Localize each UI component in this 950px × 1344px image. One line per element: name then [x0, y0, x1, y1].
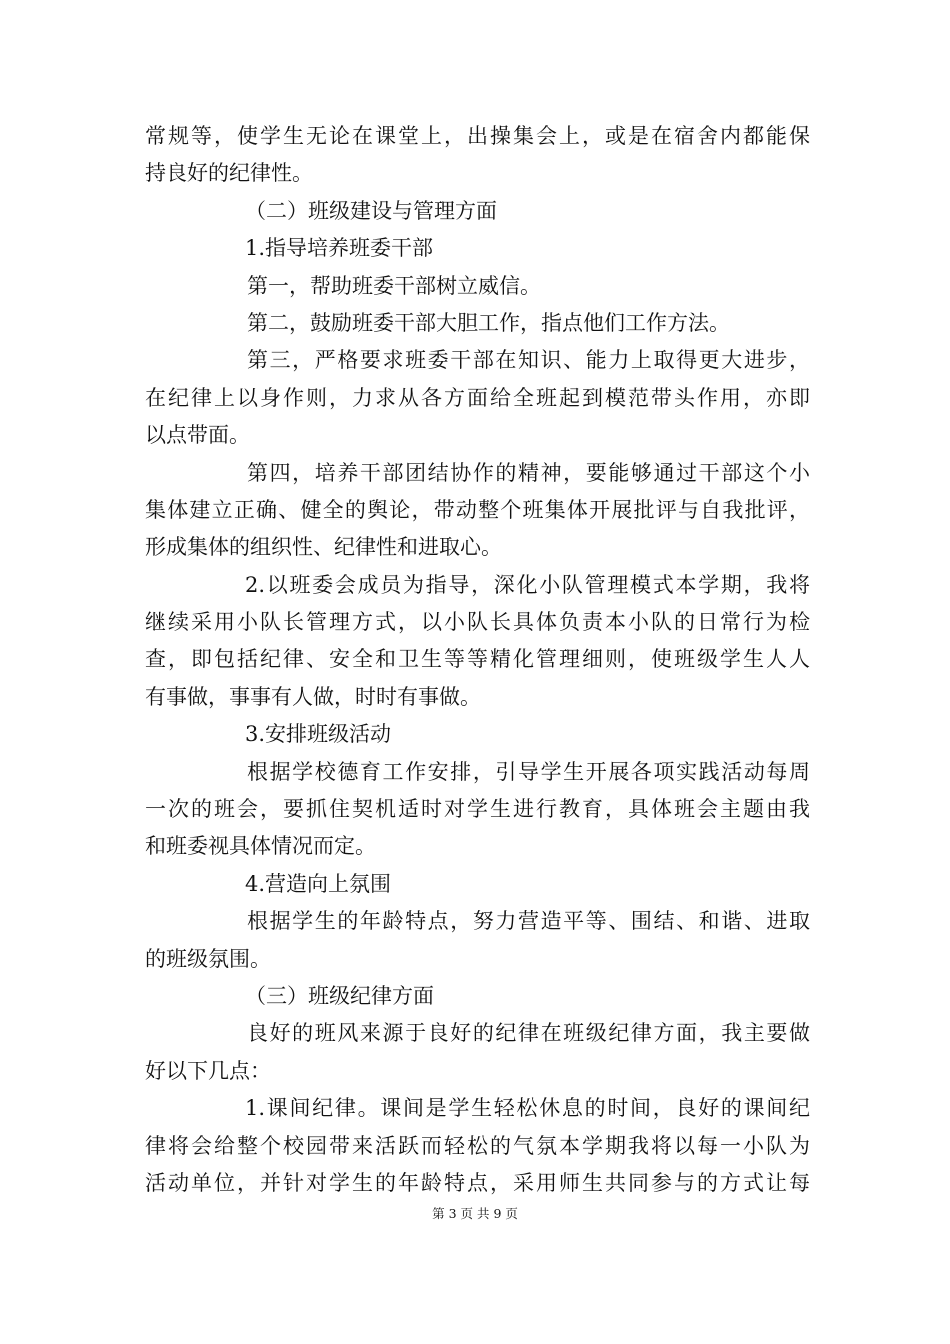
text-line: 活动单位，并针对学生的年龄特点，采用师生共同参与的方式让每: [145, 1170, 810, 1195]
subheading: 4.营造向上氛围: [245, 871, 392, 896]
text-line: 常规等，使学生无论在课堂上，出操集会上，或是在宿舍内都能保: [145, 124, 810, 148]
text-line: 一次的班会，要抓住契机适时对学生进行教育，具体班会主题由我: [145, 797, 810, 822]
text-line: 第三，严格要求班委干部在知识、能力上取得更大进步，: [247, 348, 810, 373]
text-line: 良好的班风来源于良好的纪律在班级纪律方面，我主要做: [247, 1021, 810, 1046]
text-line: 有事做，事事有人做，时时有事做。: [145, 684, 481, 709]
text-line: 根据学生的年龄特点，努力营造平等、围结、和谐、进取: [247, 909, 810, 934]
text-line: 查，即包括纪律、安全和卫生等等精化管理细则，使班级学生人人: [145, 647, 810, 672]
text-line: 第一，帮助班委干部树立威信。: [247, 273, 541, 298]
text-line: 继续采用小队长管理方式，以小队长具体负责本小队的日常行为检: [145, 610, 810, 635]
subheading: 3.安排班级活动: [245, 722, 392, 747]
section-heading: （三）班级纪律方面: [245, 983, 434, 1008]
text-line: 持良好的纪律性。: [145, 161, 313, 186]
page-number: 第 3 页 共 9 页: [432, 1206, 518, 1221]
text-line: 和班委视具体情况而定。: [145, 834, 376, 859]
text-line: 根据学校德育工作安排，引导学生开展各项实践活动每周: [247, 759, 810, 784]
text-line: 第二，鼓励班委干部大胆工作，指点他们工作方法。: [247, 310, 730, 335]
text-line: 1.课间纪律。课间是学生轻松休息的时间，良好的课间纪: [245, 1096, 810, 1121]
text-line: 的班级氛围。: [145, 946, 271, 971]
text-line: 集体建立正确、健全的舆论，带动整个班集体开展批评与自我批评，: [145, 497, 810, 522]
text-line: 第四，培养干部团结协作的精神，要能够通过干部这个小: [247, 460, 810, 485]
subheading: 1.指导培养班委干部: [245, 236, 434, 261]
text-line: 以点带面。: [145, 423, 250, 448]
text-line: 2.以班委会成员为指导，深化小队管理模式本学期，我将: [245, 572, 810, 597]
body-text: [145, 118, 810, 1202]
text-line: 律将会给整个校园带来活跃而轻松的气氛本学期我将以每一小队为: [145, 1133, 810, 1158]
text-line: 形成集体的组织性、纪律性和进取心。: [145, 535, 502, 560]
section-heading: （二）班级建设与管理方面: [245, 198, 497, 223]
text-line: 在纪律上以身作则，力求从各方面给全班起到模范带头作用，亦即: [145, 385, 810, 410]
text-line: 好以下几点：: [145, 1058, 271, 1083]
